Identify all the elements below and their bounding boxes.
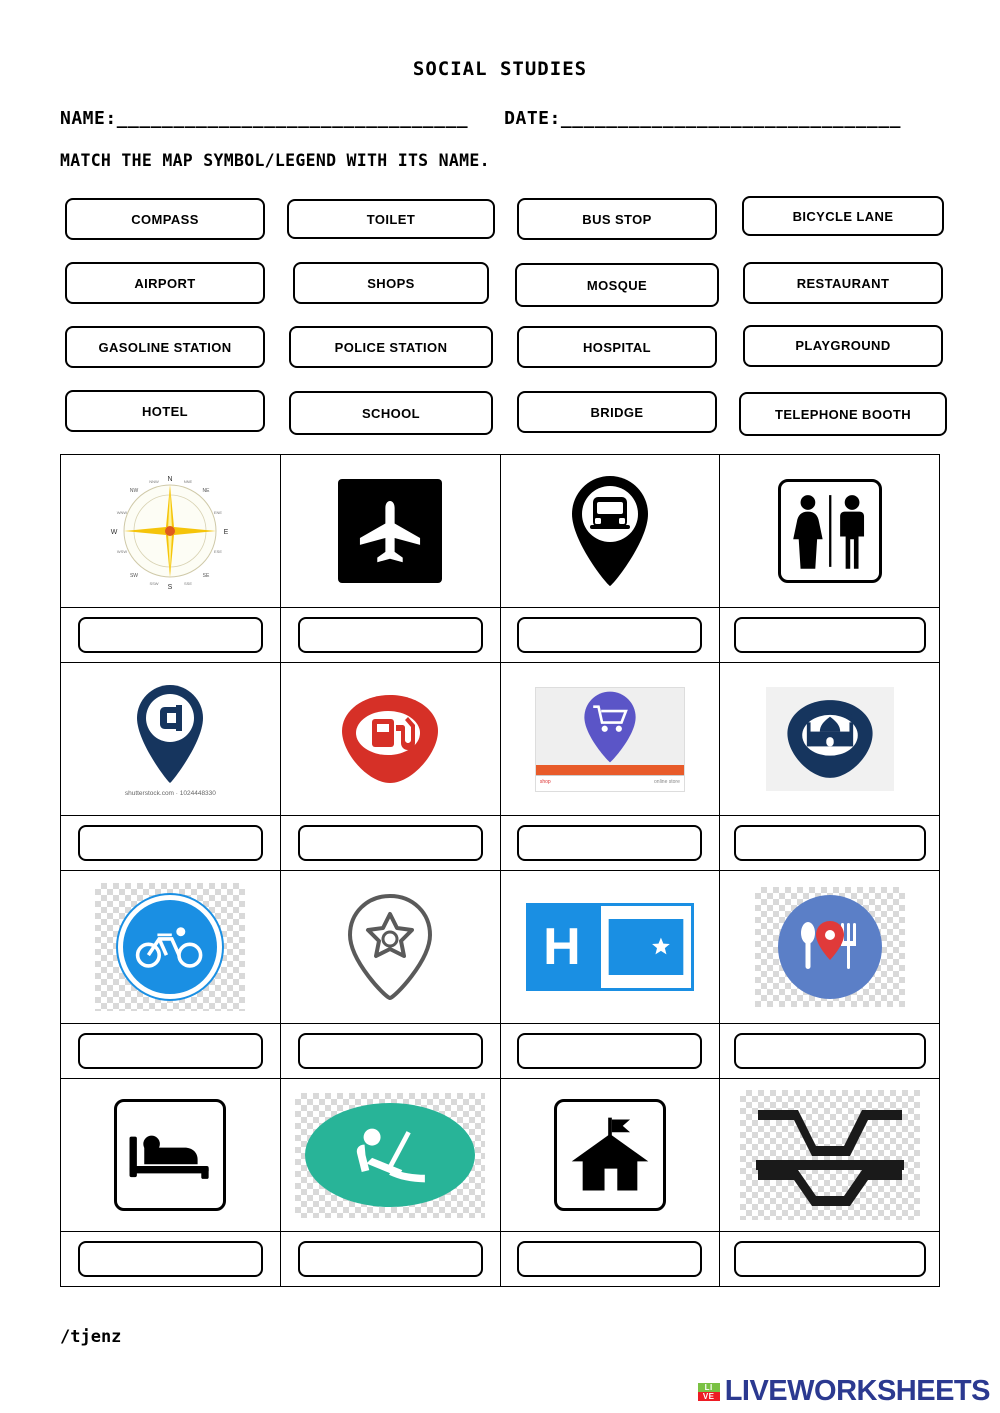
word-bank-cell [738,190,948,248]
svg-text:WSW: WSW [117,549,128,554]
logo-letters-ve: VE [698,1392,720,1401]
svg-text:S: S [168,584,173,591]
word-compass[interactable]: COMPASS [65,198,265,240]
bridge-icon [740,1090,920,1220]
word-mosque[interactable]: MOSQUE [515,263,719,307]
name-date-line [60,108,940,129]
symbol-cell [720,1079,940,1232]
answer-input[interactable] [298,1033,483,1069]
answer-input[interactable] [78,825,263,861]
symbol-cell [500,455,720,608]
answer-cell [61,1024,281,1079]
word-bank-cell [738,318,948,376]
answer-cell [720,1232,940,1287]
bus-stop-pin-icon [501,455,720,607]
hospital-sign-icon: H [501,871,720,1023]
airplane-icon [281,455,500,607]
date-label: DATE: [504,108,561,129]
answer-cell [500,1024,720,1079]
symbol-cell [280,1079,500,1232]
image-credit: shutterstock.com · 1024448330 [124,790,216,797]
gasoline-station-pin-icon [281,663,500,815]
shopping-cart-pin-icon: shop online store [501,663,720,815]
svg-text:NW: NW [130,488,139,494]
word-bank-cell [286,254,496,312]
answer-input[interactable] [78,617,263,653]
answer-cell [61,1232,281,1287]
answer-input[interactable] [734,825,926,861]
mosque-pin-icon [720,663,939,815]
answer-cell [280,816,500,871]
word-bus-stop[interactable]: BUS STOP [517,198,717,240]
symbol-cell [280,663,500,816]
symbol-cell [500,1079,720,1232]
symbol-cell [500,663,720,816]
instruction-text: MATCH THE MAP SYMBOL/LEGEND WITH ITS NAME. [60,151,490,170]
svg-text:N: N [167,476,173,483]
answer-cell [500,1232,720,1287]
answer-input[interactable] [734,1241,926,1277]
answer-input[interactable] [517,617,702,653]
symbol-row [61,663,940,816]
word-bank-cell [286,318,496,376]
logo-letters-li: LI [698,1383,720,1392]
svg-text:NNE: NNE [184,479,193,484]
answer-cell [720,816,940,871]
playground-slide-icon [295,1093,485,1218]
svg-text:E: E [224,529,229,536]
word-toilet[interactable]: TOILET [287,199,495,239]
answer-row [61,816,940,871]
svg-text:SSW: SSW [149,581,159,586]
symbol-cell [720,663,940,816]
answer-input[interactable] [298,825,483,861]
answer-input[interactable] [517,825,702,861]
word-school[interactable]: SCHOOL [289,391,493,435]
svg-text:ESE: ESE [214,549,223,554]
answer-cell [61,608,281,663]
word-playground[interactable]: PLAYGROUND [743,325,943,367]
word-hospital[interactable]: HOSPITAL [517,326,717,368]
symbol-cell [280,871,500,1024]
compass-rose-icon [61,455,280,607]
page-title: SOCIAL STUDIES [412,58,588,80]
answer-cell [720,608,940,663]
word-bank-cell [286,382,496,440]
liveworksheets-logo[interactable] [698,1375,990,1408]
word-bicycle-lane[interactable]: BICYCLE LANE [742,196,944,236]
word-bank-cell [286,190,496,248]
logo-text: LIVEWORKSHEETS [724,1375,990,1407]
word-bank-cell [512,254,722,312]
word-airport[interactable]: AIRPORT [65,262,265,304]
symbol-row [61,455,940,608]
symbol-row [61,1079,940,1232]
author-credit: /tjenz [60,1327,122,1347]
hotel-bed-icon [61,1079,280,1231]
symbol-row [61,871,940,1024]
answer-cell [280,1232,500,1287]
answer-cell [720,1024,940,1079]
date-blank[interactable]: ______________________________ [560,108,901,129]
answer-input[interactable] [517,1033,702,1069]
word-bank-cell [512,382,722,440]
svg-text:SSE: SSE [184,581,193,586]
word-bank-cell [738,382,948,440]
symbol-cell [61,871,281,1024]
symbol-cell [280,455,500,608]
answer-input[interactable] [298,617,483,653]
symbol-cell [500,871,720,1024]
restaurant-pin-icon [720,871,939,1023]
word-bank-cell [512,190,722,248]
svg-text:W: W [111,529,118,536]
answer-input[interactable] [78,1241,263,1277]
logo-badge [698,1383,720,1401]
word-restaurant[interactable]: RESTAURANT [743,262,943,304]
word-bank-cell [60,254,270,312]
telephone-booth-pin-icon [61,663,280,815]
svg-text:SW: SW [130,573,139,579]
word-shops[interactable]: SHOPS [293,262,489,304]
symbol-cell [61,455,281,608]
toilet-sign-icon [720,455,939,607]
word-bank-cell [60,190,270,248]
word-bridge[interactable]: BRIDGE [517,391,717,433]
svg-text:WNW: WNW [117,510,128,515]
svg-text:NE: NE [202,488,210,494]
bicycle-lane-sign-icon [95,883,245,1011]
answer-cell [280,608,500,663]
symbol-cell [61,1079,281,1232]
word-police-station[interactable]: POLICE STATION [289,326,493,368]
svg-text:ENE: ENE [214,510,223,515]
word-bank-cell [738,254,948,312]
word-bank-cell [512,318,722,376]
answer-row [61,1232,940,1287]
answer-input[interactable] [517,1241,702,1277]
svg-text:SE: SE [203,573,210,579]
name-label: NAME: [60,108,117,129]
police-badge-pin-icon [281,871,500,1023]
word-bank-cell [60,318,270,376]
word-hotel[interactable]: HOTEL [65,390,265,432]
symbol-cell [720,871,940,1024]
answer-input[interactable] [734,617,926,653]
word-bank-cell [60,382,270,440]
answer-input[interactable] [78,1033,263,1069]
answer-cell [280,1024,500,1079]
answer-row [61,1024,940,1079]
answer-cell [61,816,281,871]
answer-cell [500,608,720,663]
word-bank [60,190,940,440]
symbol-grid [60,454,940,1287]
svg-text:NNW: NNW [149,479,160,484]
answer-input[interactable] [298,1241,483,1277]
answer-row [61,608,940,663]
symbol-cell [720,455,940,608]
school-building-icon [501,1079,720,1231]
answer-input[interactable] [734,1033,926,1069]
name-blank[interactable]: _______________________________ [116,108,469,129]
symbol-cell [61,663,281,816]
answer-cell [500,816,720,871]
word-telephone-booth[interactable]: TELEPHONE BOOTH [739,392,947,436]
word-gasoline-station[interactable]: GASOLINE STATION [65,326,265,368]
